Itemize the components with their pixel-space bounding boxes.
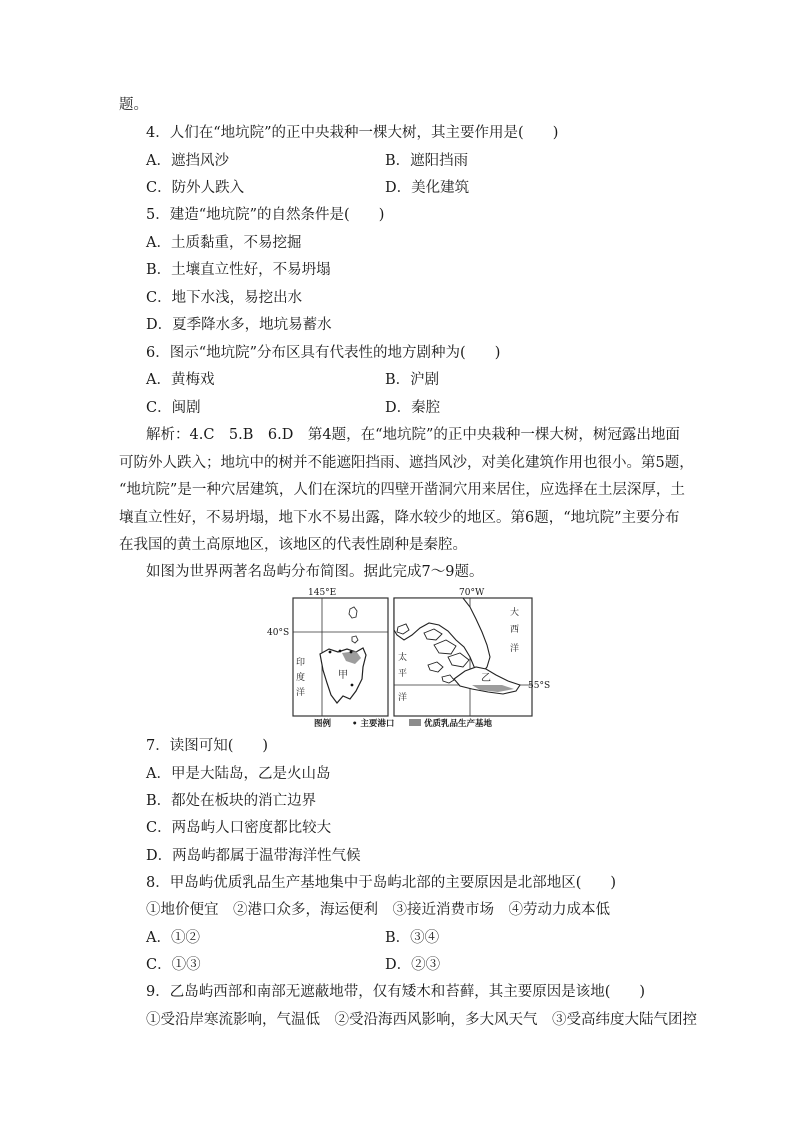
map-panel-right	[394, 588, 550, 716]
question-5: 5．建造“地坑院”的自然条件是( )	[146, 207, 385, 223]
legend-port: • 主要港口	[352, 719, 395, 729]
legend-dairy: 优质乳品生产基地	[424, 719, 493, 729]
option-c: C．①③	[146, 957, 201, 973]
question-6: 6．图示“地坑院”分布区具有代表性的地方剧种为( )	[146, 345, 501, 361]
option-b: B．遮阳挡雨	[385, 153, 469, 169]
port-dot	[339, 650, 342, 653]
option-a: A．①②	[146, 930, 200, 946]
map-intro: 如图为世界两著名岛屿分布简图。据此完成7～9题。	[146, 564, 484, 580]
answer-analysis: 可防外人跌入；地坑中的树并不能遮阳挡雨、遮挡风沙，对美化建筑作用也很小。第5题，	[119, 455, 694, 471]
question-7: 7．读图可知( )	[146, 738, 269, 754]
ocean-label: 印	[296, 658, 306, 668]
lon-label-right: 70°W	[459, 588, 485, 598]
ocean-label: 大	[510, 608, 520, 618]
answer-analysis: 在我国的黄土高原地区，该地区的代表性剧种是秦腔。	[119, 537, 467, 553]
option-c: C．两岛屿人口密度都比较大	[146, 820, 332, 836]
map-legend	[314, 718, 493, 729]
legend-title: 图例	[314, 719, 332, 729]
text-line: 题。	[119, 97, 148, 113]
port-dot	[350, 651, 353, 654]
option-c: C．地下水浅，易挖出水	[146, 290, 303, 306]
answer-analysis: 解析：4.C 5.B 6.D 第4题，在“地坑院”的正中央栽种一棵大树，树冠露出地面	[146, 427, 680, 443]
option-c: C．防外人跌入	[146, 180, 245, 196]
ocean-label: 洋	[510, 644, 520, 654]
answer-analysis: “地坑院”是一种穴居建筑，人们在深坑的四壁开凿洞穴用来居住，应选择在土层深厚，土	[119, 482, 685, 498]
ocean-label: 平	[398, 669, 408, 679]
map-panel-left	[267, 588, 388, 716]
option-b: B．土壤直立性好，不易坍塌	[146, 262, 331, 278]
island-label-jia: 甲	[338, 670, 348, 681]
question-4: 4．人们在“地坑院”的正中央栽种一棵大树，其主要作用是( )	[146, 125, 559, 141]
question-9: 9．乙岛屿西部和南部无遮蔽地带，仅有矮木和苔藓，其主要原因是该地( )	[146, 984, 646, 1000]
port-dot	[351, 684, 354, 687]
lat-label-right: 55°S	[528, 681, 551, 691]
question-9-choices: ①受沿岸寒流影响，气温低 ②受沿海西风影响，多大风天气 ③受高纬度大陆气团控	[146, 1012, 697, 1028]
lat-label-left: 40°S	[267, 628, 290, 638]
option-a: A．黄梅戏	[146, 372, 215, 388]
question-8-choices: ①地价便宜 ②港口众多，海运便利 ③接近消费市场 ④劳动力成本低	[146, 902, 610, 918]
ocean-label: 西	[510, 625, 520, 635]
small-island	[349, 607, 357, 618]
ocean-label: 度	[296, 673, 306, 683]
option-d: D．美化建筑	[385, 180, 470, 196]
lon-label-left: 145°E	[308, 588, 337, 598]
option-b: B．都处在板块的消亡边界	[146, 793, 317, 809]
option-d: D．秦腔	[385, 400, 441, 416]
option-b: B．沪剧	[385, 372, 440, 388]
island-map-figure	[258, 585, 551, 729]
option-b: B．③④	[385, 930, 440, 946]
option-d: D．夏季降水多，地坑易蓄水	[146, 317, 332, 333]
island-label-yi: 乙	[481, 673, 491, 684]
ocean-label: 洋	[398, 693, 408, 703]
legend-dairy-swatch	[409, 719, 421, 726]
option-a: A．土质黏重，不易挖掘	[146, 235, 302, 251]
ocean-label: 洋	[296, 688, 306, 698]
option-c: C．闽剧	[146, 400, 201, 416]
option-a: A．遮挡风沙	[146, 153, 229, 169]
question-8: 8．甲岛屿优质乳品生产基地集中于岛屿北部的主要原因是北部地区( )	[146, 875, 617, 891]
ocean-label: 太	[398, 653, 408, 663]
port-dot	[329, 651, 332, 654]
option-d: D．②③	[385, 957, 441, 973]
option-a: A．甲是大陆岛，乙是火山岛	[146, 766, 331, 782]
option-d: D．两岛屿都属于温带海洋性气候	[146, 848, 361, 864]
answer-analysis: 壤直立性好，不易坍塌，地下水不易出露，降水较少的地区。第6题，“地坑院”主要分布	[119, 510, 680, 526]
